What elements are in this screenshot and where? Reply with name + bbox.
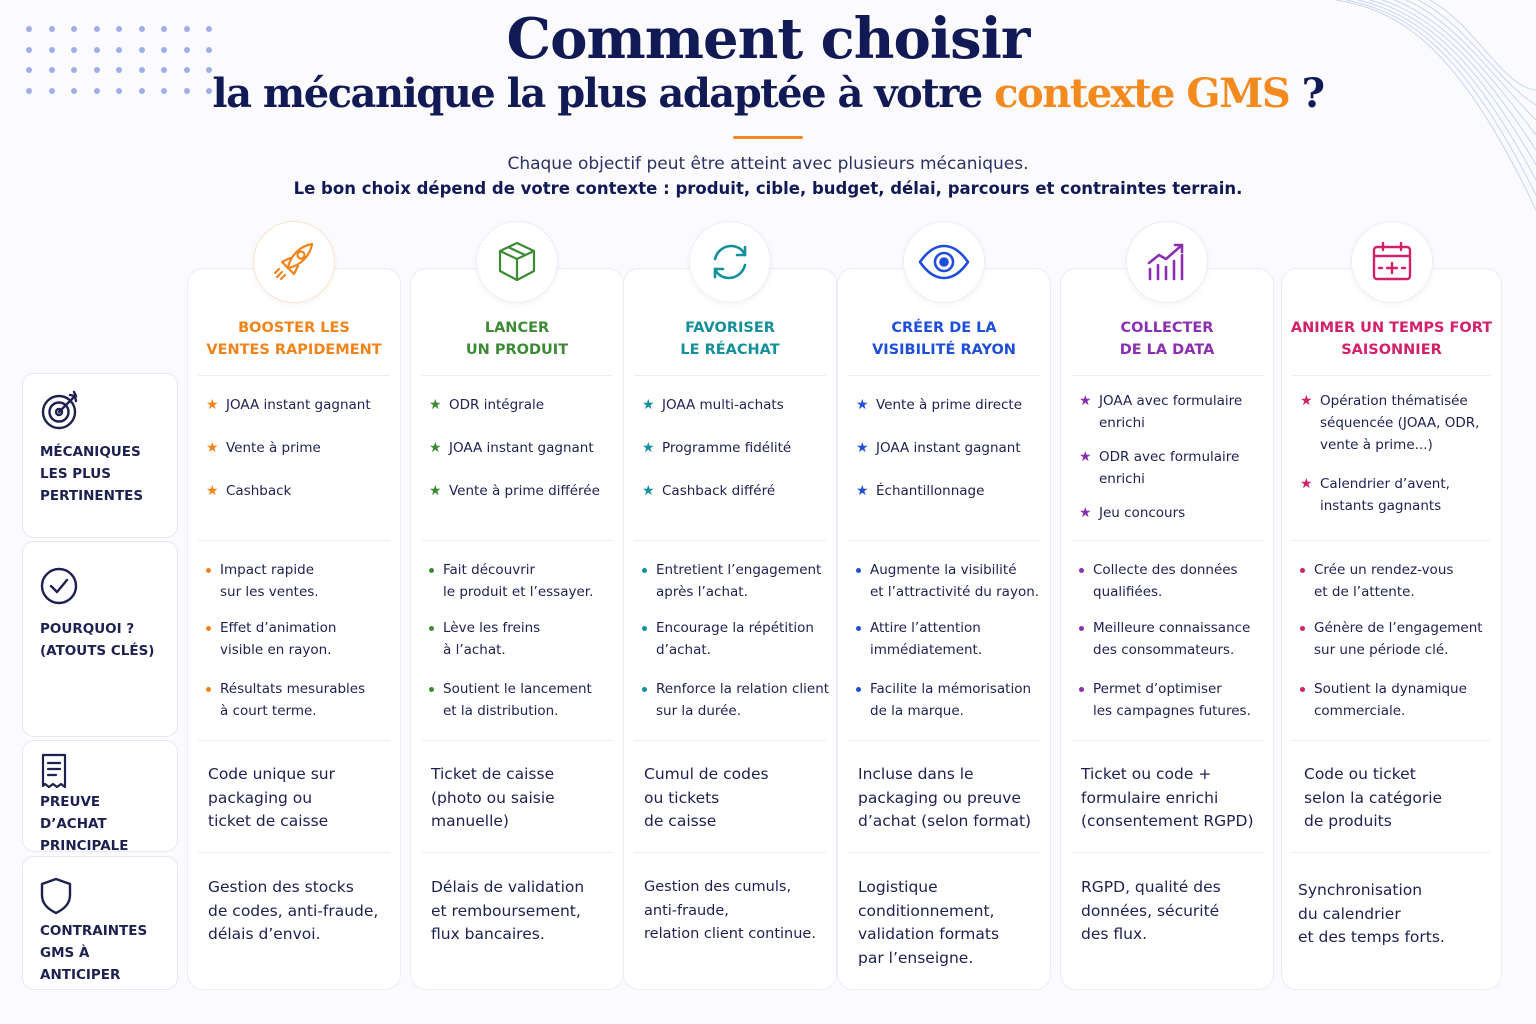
mechanic-item: ★ JOAA multi-achats <box>642 394 828 416</box>
shield-icon <box>39 875 83 919</box>
constraints-text: Gestion des stocks de codes, anti-fraude, délais d’envoi. <box>208 878 379 943</box>
mechanic-item: ★ Vente à prime directe <box>856 394 1042 416</box>
bar-chart-icon <box>1126 221 1208 303</box>
divider <box>1292 375 1491 376</box>
column-title: COLLECTER DE LA DATA <box>1119 320 1215 358</box>
check-circle-icon <box>39 564 83 608</box>
mechanic-item: ★ JOAA instant gagnant <box>206 394 392 416</box>
column-temps-fort <box>1281 268 1502 990</box>
mechanic-item: ★ Calendrier d’avent, instants gagnants <box>1300 473 1493 517</box>
benefit-item: Renforce la relation client sur la durée. <box>642 679 830 722</box>
mechanic-item: ★ Vente à prime <box>206 437 392 459</box>
benefit-item: Soutient le lancement et la distribution. <box>429 679 617 722</box>
benefit-item: Résultats mesurables à court terme. <box>206 679 394 722</box>
proof-text: Ticket ou code + formulaire enrichi (consentement RGPD) <box>1081 765 1254 830</box>
benefit-item: Génère de l’engagement sur une période clé. <box>1300 618 1495 661</box>
constraints-text: Délais de validation et remboursement, flux bancaires. <box>431 878 585 943</box>
constraints-text: Gestion des cumuls, anti-fraude, relation client continue. <box>644 879 816 942</box>
target-icon <box>39 388 83 432</box>
benefit-item: Crée un rendez-vous et de l’attente. <box>1300 560 1495 603</box>
title-prefix: la mécanique la plus adaptée à votre <box>212 70 995 117</box>
benefit-item: Entretient l’engagement après l’achat. <box>642 560 830 603</box>
constraints-text: Logistique conditionnement, validation formats par l’enseigne. <box>858 878 1000 967</box>
eye-icon <box>903 221 985 303</box>
mechanic-item: ★ JOAA instant gagnant <box>429 437 615 459</box>
divider <box>198 852 390 853</box>
benefit-item: Lève les freins à l’achat. <box>429 618 617 661</box>
page-subtitle-title <box>0 70 1536 117</box>
column-title: LANCER UN PRODUIT <box>465 320 569 358</box>
mechanic-item: ★ Opération thématisée séquencée (JOAA, ODR, vente à prime...) <box>1300 390 1493 456</box>
column-data <box>1060 268 1274 990</box>
calendar-icon <box>1351 221 1433 303</box>
row-label-text: POURQUOI ? (ATOUTS CLÉS) <box>40 621 155 659</box>
divider <box>1292 852 1491 853</box>
divider <box>1071 375 1263 376</box>
column-title: ANIMER UN TEMPS FORT SAISONNIER <box>1290 320 1493 358</box>
benefit-item: Augmente la visibilité et l’attractivité du rayon. <box>856 560 1044 603</box>
row-label-why <box>22 541 178 737</box>
divider <box>634 852 826 853</box>
row-label-constraints <box>22 856 178 990</box>
column-reachat <box>623 268 837 990</box>
mechanic-item: ★ Cashback <box>206 480 392 502</box>
benefit-item: Fait découvrir le produit et l’essayer. <box>429 560 617 603</box>
divider <box>634 540 826 541</box>
row-label-proof <box>22 740 178 852</box>
column-lancer <box>410 268 624 990</box>
benefit-item: Encourage la répétition d’achat. <box>642 618 830 661</box>
proof-text: Code ou ticket selon la catégorie de produits <box>1304 765 1443 830</box>
divider <box>421 540 613 541</box>
constraints-text: RGPD, qualité des données, sécurité des flux. <box>1081 878 1221 943</box>
column-booster <box>187 268 401 990</box>
divider <box>1071 540 1263 541</box>
intro-text: Chaque objectif peut être atteint avec plusieurs mécaniques. <box>507 154 1029 174</box>
column-visibilite <box>837 268 1051 990</box>
column-title: CRÉER DE LA VISIBILITÉ RAYON <box>872 320 1016 358</box>
title-suffix: ? <box>1289 70 1324 117</box>
receipt-icon <box>39 751 83 795</box>
rocket-icon <box>253 221 335 303</box>
divider <box>848 852 1040 853</box>
box-icon <box>476 221 558 303</box>
divider <box>1071 852 1263 853</box>
divider <box>848 740 1040 741</box>
column-title: FAVORISER LE RÉACHAT <box>680 320 780 358</box>
mechanic-item: ★ Jeu concours <box>1079 502 1265 524</box>
proof-text: Ticket de caisse (photo ou saisie manuelle) <box>431 765 555 830</box>
benefit-item: Effet d’animation visible en rayon. <box>206 618 394 661</box>
divider <box>421 740 613 741</box>
benefit-item: Impact rapide sur les ventes. <box>206 560 394 603</box>
benefit-item: Soutient la dynamique commerciale. <box>1300 679 1495 722</box>
divider <box>634 375 826 376</box>
benefit-item: Facilite la mémorisation de la marque. <box>856 679 1044 722</box>
mechanic-item: ★ ODR avec formulaire enrichi <box>1079 446 1265 490</box>
proof-text: Incluse dans le packaging ou preuve d’achat (selon format) <box>858 765 1032 830</box>
mechanic-item: ★ ODR intégrale <box>429 394 615 416</box>
benefit-item: Collecte des données qualifiées. <box>1079 560 1267 603</box>
benefit-item: Meilleure connaissance des consommateurs. <box>1079 618 1267 661</box>
column-title: BOOSTER LES VENTES RAPIDEMENT <box>206 320 382 358</box>
divider <box>421 852 613 853</box>
title-accent: contexte GMS <box>994 70 1290 117</box>
divider <box>198 540 390 541</box>
row-label-text: MÉCANIQUES LES PLUS PERTINENTES <box>40 444 144 504</box>
divider <box>634 740 826 741</box>
mechanic-item: ★ Programme fidélité <box>642 437 828 459</box>
title-underline <box>733 136 803 139</box>
refresh-icon <box>689 221 771 303</box>
benefit-item: Attire l’attention immédiatement. <box>856 618 1044 661</box>
mechanic-item: ★ Échantillonnage <box>856 480 1042 502</box>
mechanic-item: ★ JOAA instant gagnant <box>856 437 1042 459</box>
constraints-text: Synchronisation du calendrier et des temps forts. <box>1298 881 1445 946</box>
divider <box>848 375 1040 376</box>
divider <box>1292 740 1491 741</box>
row-label-text: PREUVE D’ACHAT PRINCIPALE <box>40 794 129 854</box>
row-label-mechanics <box>22 373 178 538</box>
divider <box>848 540 1040 541</box>
mechanic-item: ★ Vente à prime différée <box>429 480 615 502</box>
mechanic-item: ★ JOAA avec formulaire enrichi <box>1079 390 1265 434</box>
page-title: Comment choisir <box>506 6 1030 72</box>
divider <box>198 375 390 376</box>
proof-text: Cumul de codes ou tickets de caisse <box>644 765 769 830</box>
divider <box>1292 540 1491 541</box>
intro-text-bold: Le bon choix dépend de votre contexte : produit, cible, budget, délai, parcours et contraintes terrain. <box>293 179 1243 198</box>
divider <box>1071 740 1263 741</box>
proof-text: Code unique sur packaging ou ticket de caisse <box>208 765 335 830</box>
divider <box>198 740 390 741</box>
row-label-text: CONTRAINTES GMS À ANTICIPER <box>40 923 148 983</box>
mechanic-item: ★ Cashback différé <box>642 480 828 502</box>
divider <box>421 375 613 376</box>
benefit-item: Permet d’optimiser les campagnes futures. <box>1079 679 1267 722</box>
